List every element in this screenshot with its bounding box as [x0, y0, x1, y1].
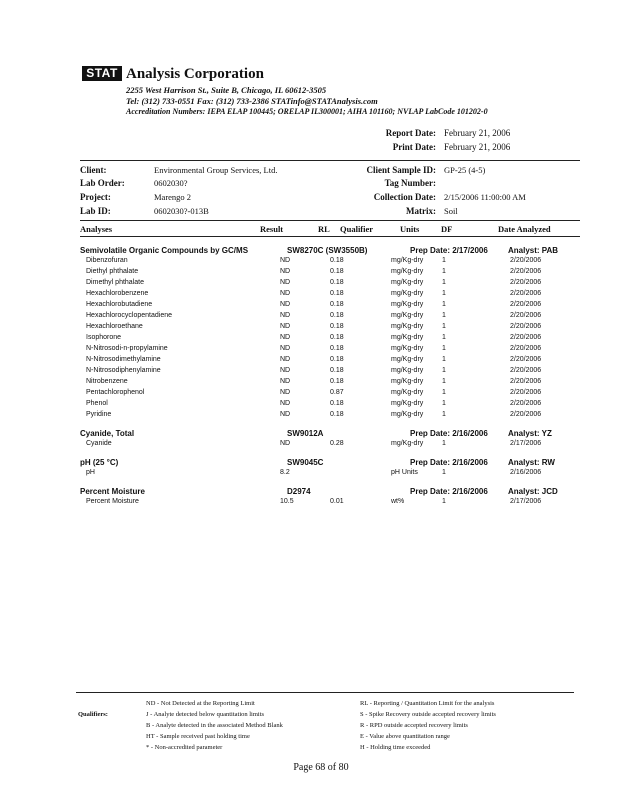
analyte-name: Dimethyl phthalate	[86, 279, 144, 286]
result-value: ND	[280, 440, 291, 447]
col-result: Result	[260, 224, 284, 234]
report-date-label: Report Date:	[385, 128, 436, 138]
units-value: mg/Kg-dry	[391, 323, 424, 330]
date-analyzed: 2/20/2006	[510, 323, 542, 330]
date-analyzed: 2/20/2006	[510, 279, 542, 286]
company-address: 2255 West Harrison St., Suite B, Chicago, IL 60612-3505	[126, 85, 327, 95]
col-date-analyzed: Date Analyzed	[498, 224, 551, 234]
footer-rule	[76, 692, 574, 693]
section-method: SW8270C (SW3550B)	[287, 246, 368, 255]
analyte-name: Hexachlorobutadiene	[86, 301, 153, 308]
info-top-rule	[80, 160, 580, 161]
df-value: 1	[442, 378, 446, 385]
result-value: ND	[280, 345, 291, 352]
df-value: 1	[442, 498, 446, 505]
rl-value: 0.28	[330, 440, 344, 447]
page-number: Page 68 of 80	[293, 762, 349, 773]
rl-value: 0.18	[330, 411, 344, 418]
analyte-name: Diethyl phthalate	[86, 268, 139, 275]
result-value: ND	[280, 290, 291, 297]
df-value: 1	[442, 290, 446, 297]
df-value: 1	[442, 440, 446, 447]
company-logo: STAT	[82, 66, 122, 81]
client-name: Environmental Group Services, Ltd.	[154, 165, 278, 175]
company-name: Analysis Corporation	[126, 66, 264, 82]
rl-value: 0.18	[330, 301, 344, 308]
section-title: Cyanide, Total	[80, 429, 135, 438]
section-title: pH (25 °C)	[80, 458, 119, 467]
date-analyzed: 2/20/2006	[510, 345, 542, 352]
section-analyst: Analyst: RW	[508, 458, 555, 467]
matrix-value: Soil	[444, 206, 458, 216]
df-value: 1	[442, 367, 446, 374]
date-analyzed: 2/20/2006	[510, 334, 542, 341]
result-value: ND	[280, 411, 291, 418]
qualifier-note: RL - Reporting / Quantitation Limit for the analysis	[360, 700, 495, 707]
qualifier-note: B - Analyte detected in the associated Method Blank	[146, 722, 283, 729]
df-value: 1	[442, 312, 446, 319]
print-date-label: Print Date:	[392, 142, 436, 152]
result-value: ND	[280, 378, 291, 385]
units-value: wt%	[391, 498, 405, 505]
units-value: mg/Kg-dry	[391, 334, 424, 341]
qualifiers-label: Qualifiers:	[78, 711, 108, 718]
result-value: 10.5	[280, 498, 294, 505]
qualifier-note: HT - Sample received past holding time	[146, 733, 250, 740]
qualifier-note: S - Spike Recovery outside accepted recovery limits	[360, 711, 496, 718]
analyte-name: N-Nitrosodiphenylamine	[86, 367, 161, 374]
rl-value: 0.18	[330, 257, 344, 264]
date-analyzed: 2/17/2006	[510, 498, 542, 505]
date-analyzed: 2/20/2006	[510, 356, 542, 363]
analyte-name: N-Nitrosodimethylamine	[86, 356, 161, 363]
client-label: Client:	[80, 165, 107, 175]
date-analyzed: 2/20/2006	[510, 378, 542, 385]
section-prep-date: Prep Date: 2/16/2006	[410, 487, 488, 496]
result-value: 8.2	[280, 469, 290, 476]
result-value: ND	[280, 268, 291, 275]
result-value: ND	[280, 356, 291, 363]
df-value: 1	[442, 469, 446, 476]
project-name: Marengo 2	[154, 192, 192, 202]
col-rl: RL	[318, 224, 330, 234]
df-value: 1	[442, 356, 446, 363]
lab-id: 0602030?-013B	[154, 206, 209, 216]
df-value: 1	[442, 268, 446, 275]
report-date: February 21, 2006	[444, 128, 511, 138]
date-analyzed: 2/20/2006	[510, 290, 542, 297]
rl-value: 0.18	[330, 334, 344, 341]
df-value: 1	[442, 389, 446, 396]
section-method: SW9012A	[287, 429, 324, 438]
analyte-name: Pyridine	[86, 411, 112, 418]
units-value: mg/Kg-dry	[391, 312, 424, 319]
rl-value: 0.18	[330, 312, 344, 319]
collection-date-label: Collection Date:	[373, 192, 436, 202]
rl-value: 0.18	[330, 356, 344, 363]
tag-number-label: Tag Number:	[384, 178, 436, 188]
df-value: 1	[442, 411, 446, 418]
date-analyzed: 2/20/2006	[510, 268, 542, 275]
rl-value: 0.18	[330, 367, 344, 374]
units-value: mg/Kg-dry	[391, 378, 424, 385]
qualifier-note: J - Analyte detected below quantitation limits	[146, 711, 265, 718]
units-value: mg/Kg-dry	[391, 290, 424, 297]
result-value: ND	[280, 323, 291, 330]
analyte-name: Isophorone	[86, 334, 122, 341]
section-analyst: Analyst: PAB	[508, 246, 559, 255]
df-value: 1	[442, 400, 446, 407]
qualifier-note: ND - Not Detected at the Reporting Limit	[146, 700, 255, 707]
matrix-label: Matrix:	[406, 206, 436, 216]
df-value: 1	[442, 301, 446, 308]
section-method: D2974	[287, 487, 311, 496]
section-prep-date: Prep Date: 2/16/2006	[410, 429, 488, 438]
analyte-name: Pentachlorophenol	[86, 389, 145, 396]
date-analyzed: 2/20/2006	[510, 400, 542, 407]
units-value: mg/Kg-dry	[391, 301, 424, 308]
units-value: pH Units	[391, 469, 418, 476]
col-df: DF	[441, 224, 453, 234]
analyte-name: Cyanide	[86, 440, 112, 447]
df-value: 1	[442, 345, 446, 352]
section-prep-date: Prep Date: 2/17/2006	[410, 246, 488, 255]
df-value: 1	[442, 257, 446, 264]
rl-value: 0.18	[330, 279, 344, 286]
lab-order: 0602030?	[154, 178, 188, 188]
lab-order-label: Lab Order:	[80, 178, 125, 188]
units-value: mg/Kg-dry	[391, 345, 424, 352]
units-value: mg/Kg-dry	[391, 257, 424, 264]
analyte-name: Dibenzofuran	[86, 257, 128, 264]
section-title: Semivolatile Organic Compounds by GC/MS	[80, 246, 249, 255]
result-value: ND	[280, 257, 291, 264]
column-header-bottom-rule	[80, 236, 580, 237]
accreditation-numbers: Accreditation Numbers: IEPA ELAP 100445; ORELAP IL300001; AIHA 101160; NVLAP LabCode 101202-0	[126, 107, 488, 116]
col-analyses: Analyses	[80, 224, 113, 234]
analyte-name: Hexachlorocyclopentadiene	[86, 312, 172, 319]
section-analyst: Analyst: JCD	[508, 487, 558, 496]
qualifier-note: * - Non-accredited parameter	[146, 744, 223, 751]
units-value: mg/Kg-dry	[391, 389, 424, 396]
units-value: mg/Kg-dry	[391, 411, 424, 418]
print-date: February 21, 2006	[444, 142, 511, 152]
qualifier-note: R - RPD outside accepted recovery limits	[360, 722, 468, 729]
units-value: mg/Kg-dry	[391, 367, 424, 374]
lab-id-label: Lab ID:	[80, 206, 111, 216]
date-analyzed: 2/20/2006	[510, 367, 542, 374]
date-analyzed: 2/20/2006	[510, 389, 542, 396]
analyte-name: Phenol	[86, 400, 108, 407]
rl-value: 0.18	[330, 268, 344, 275]
section-title: Percent Moisture	[80, 487, 145, 496]
client-sample-id: GP-25 (4-5)	[444, 165, 486, 175]
section-prep-date: Prep Date: 2/16/2006	[410, 458, 488, 467]
date-analyzed: 2/20/2006	[510, 257, 542, 264]
section-method: SW9045C	[287, 458, 324, 467]
analyte-name: Nitrobenzene	[86, 378, 128, 385]
df-value: 1	[442, 279, 446, 286]
analyte-name: pH	[86, 469, 95, 476]
units-value: mg/Kg-dry	[391, 356, 424, 363]
date-analyzed: 2/17/2006	[510, 440, 542, 447]
analyte-name: Percent Moisture	[86, 498, 139, 505]
column-header-top-rule	[80, 220, 580, 221]
units-value: mg/Kg-dry	[391, 279, 424, 286]
qualifier-note: H - Holding time exceeded	[360, 744, 431, 751]
df-value: 1	[442, 334, 446, 341]
result-value: ND	[280, 389, 291, 396]
rl-value: 0.18	[330, 400, 344, 407]
qualifier-note: E - Value above quantitation range	[360, 733, 450, 740]
result-value: ND	[280, 367, 291, 374]
units-value: mg/Kg-dry	[391, 400, 424, 407]
date-analyzed: 2/20/2006	[510, 411, 542, 418]
analyte-name: Hexachlorobenzene	[86, 290, 149, 297]
units-value: mg/Kg-dry	[391, 268, 424, 275]
rl-value: 0.18	[330, 290, 344, 297]
company-contact: Tel: (312) 733-0551 Fax: (312) 733-2386 STATinfo@STATAnalysis.com	[126, 96, 378, 106]
df-value: 1	[442, 323, 446, 330]
client-sample-id-label: Client Sample ID:	[366, 165, 436, 175]
rl-value: 0.01	[330, 498, 344, 505]
rl-value: 0.18	[330, 345, 344, 352]
result-value: ND	[280, 334, 291, 341]
date-analyzed: 2/16/2006	[510, 469, 542, 476]
analyte-name: N-Nitrosodi-n-propylamine	[86, 345, 168, 352]
units-value: mg/Kg-dry	[391, 440, 424, 447]
col-units: Units	[400, 224, 420, 234]
result-value: ND	[280, 279, 291, 286]
date-analyzed: 2/20/2006	[510, 312, 542, 319]
collection-date: 2/15/2006 11:00:00 AM	[444, 192, 526, 202]
project-label: Project:	[80, 192, 111, 202]
result-value: ND	[280, 400, 291, 407]
rl-value: 0.18	[330, 323, 344, 330]
analyte-name: Hexachloroethane	[86, 323, 143, 330]
rl-value: 0.87	[330, 389, 344, 396]
rl-value: 0.18	[330, 378, 344, 385]
result-value: ND	[280, 312, 291, 319]
date-analyzed: 2/20/2006	[510, 301, 542, 308]
result-value: ND	[280, 301, 291, 308]
section-analyst: Analyst: YZ	[508, 429, 552, 438]
col-qualifier: Qualifier	[340, 224, 374, 234]
